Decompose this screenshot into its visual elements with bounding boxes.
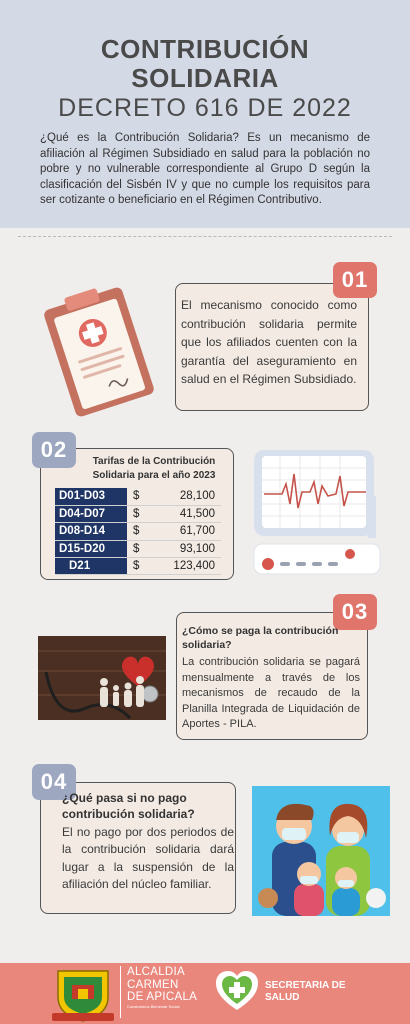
rate-code: D21	[55, 558, 127, 575]
rates-table-title: Tarifas de la Contribución Solidaria para el año 2023	[92, 456, 216, 481]
section1-text: El mecanismo conocido como contribución solidaria permite que los afiliados cuenten con la garantía del aseguramiento en salud en el Régimen Subsidiado.	[181, 298, 357, 387]
rate-amount: 93,100	[141, 540, 221, 557]
rate-currency: $	[127, 505, 141, 522]
table-row	[55, 540, 221, 557]
rate-amount: 28,100	[141, 488, 221, 505]
table-row	[55, 523, 221, 540]
rate-amount: 123,400	[141, 558, 221, 575]
divider	[18, 236, 392, 237]
org-line3: DE APICALA	[127, 991, 198, 1003]
section3-question: ¿Cómo se paga la contribución solidaria?	[182, 625, 339, 651]
section2-badge: 02	[32, 432, 76, 468]
rate-code: D15-D20	[55, 540, 127, 557]
intro-paragraph: ¿Qué es la Contribución Solidaria? Es un mecanismo de afiliación al Régimen Subsidiado en salud para la población no pobre y no vulnerable correspondiente al Grupo D según la clasificación del Sisbén IV y que no cumple los requisitos para ser cotizante o beneficiario en el Régimen Contributivo.	[40, 132, 370, 207]
section3-text: La contribución solidaria se pagará mensualmente a través de los mecanismos de recaudo de la Planilla Integrada de Liquidación de Aportes - PILA.	[182, 656, 360, 731]
heart-stethoscope-photo	[38, 636, 166, 720]
rates-table	[55, 488, 221, 575]
page-title-line2: SOLIDARIA	[131, 63, 279, 93]
page-subtitle: DECRETO 616 DE 2022	[58, 94, 352, 122]
org-line2: CARMEN	[127, 978, 179, 991]
municipal-shield-logo	[52, 967, 114, 1023]
health-secretaria-logo	[214, 970, 260, 1012]
section1-badge: 01	[333, 262, 377, 298]
rate-currency: $	[127, 558, 141, 575]
rate-code: D08-D14	[55, 523, 127, 540]
secretaria-line2: SALUD	[265, 992, 300, 1003]
heart-monitor-icon	[250, 446, 390, 582]
page-title-line1: CONTRIBUCIÓN	[100, 34, 310, 64]
clipboard-icon	[38, 282, 160, 422]
org-tagline: Construimos Bienestar Social	[127, 1003, 180, 1009]
table-row	[55, 505, 221, 522]
rate-currency: $	[127, 540, 141, 557]
footer-divider	[120, 966, 121, 1018]
section4-text: El no pago por dos periodos de la contribución solidaria dará lugar a la suspensión de la afiliación del núcleo familiar.	[62, 825, 234, 892]
rate-amount: 61,700	[141, 523, 221, 540]
family-masks-icon	[252, 786, 390, 916]
rate-code: D04-D07	[55, 505, 127, 522]
section4-question: ¿Qué pasa si no pago contribución solidaria?	[62, 791, 195, 821]
section3-badge: 03	[333, 594, 377, 630]
org-name	[127, 966, 197, 1009]
secretaria-line1: SECRETARIA DE	[265, 980, 346, 991]
secretaria-name	[265, 980, 346, 1004]
table-row	[55, 488, 221, 505]
rate-currency: $	[127, 488, 141, 505]
rate-code: D01-D03	[55, 488, 127, 505]
rate-currency: $	[127, 523, 141, 540]
rate-amount: 41,500	[141, 505, 221, 522]
table-row	[55, 558, 221, 575]
org-line1: ALCALDIA	[127, 966, 186, 978]
section4-badge: 04	[32, 764, 76, 800]
